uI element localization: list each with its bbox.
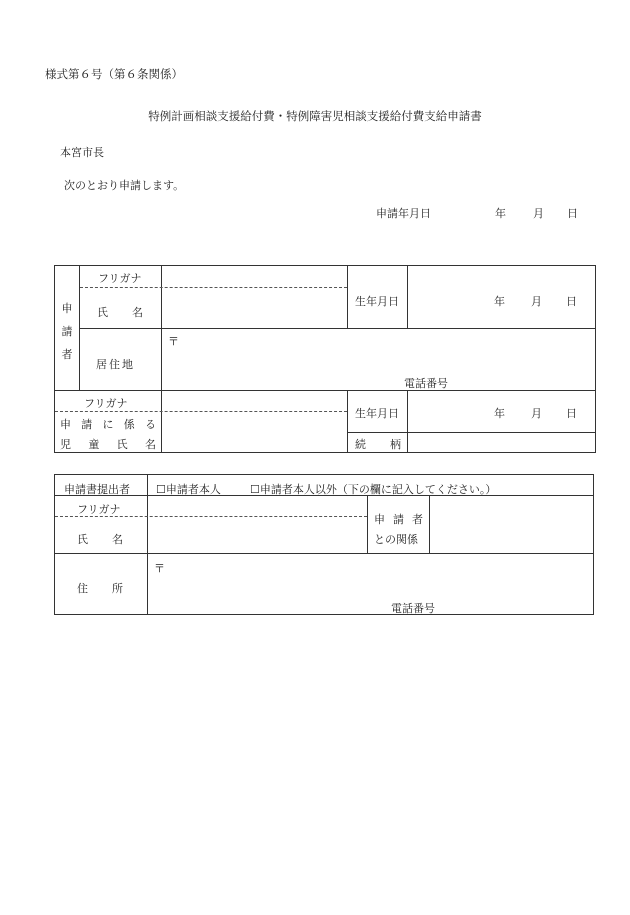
child-birth-row-bottom	[347, 432, 596, 433]
form-number: 様式第６号（第６条関係）	[45, 67, 183, 81]
submitter-name-char: 名	[112, 533, 123, 546]
applicant-name-char: 氏	[97, 306, 108, 319]
addressee: 本宮市長	[60, 146, 104, 159]
submitter-name-char: 氏	[77, 533, 88, 546]
submitter-option-self[interactable]: ☐申請者本人	[156, 483, 221, 496]
child-label-char: 児	[60, 438, 71, 451]
applicant-group-label	[60, 303, 74, 360]
applicant-furigana-dash	[80, 287, 347, 288]
child-relation-char: 柄	[390, 438, 401, 451]
submitter-relation-left	[367, 495, 368, 553]
applicant-name-row-bottom	[79, 328, 596, 329]
request-date-month: 月	[533, 207, 544, 220]
applicant-birth-date-label: 生年月日	[355, 295, 399, 308]
child-furigana-label: フリガナ	[84, 397, 128, 410]
child-mid-divider	[347, 390, 348, 453]
child-label-char: に	[102, 418, 114, 431]
submitter-phone-label: 電話番号	[391, 602, 435, 615]
child-birth-day: 日	[566, 407, 577, 420]
submitter-name-row-bottom	[54, 553, 594, 554]
submitter-relation-line2: との関係	[374, 533, 418, 546]
submitter-relation-line1	[374, 511, 423, 527]
submitter-relation-char: 者	[412, 513, 423, 526]
child-relation-label	[355, 436, 401, 452]
child-birth-month: 月	[531, 407, 542, 420]
table1-border-bottom	[54, 452, 596, 453]
submitter-furigana-label: フリガナ	[77, 503, 121, 516]
applicant-address-label: 居住地	[96, 358, 135, 371]
request-date-day: 日	[567, 207, 578, 220]
applicant-phone-label: 電話番号	[404, 377, 448, 390]
applicant-block-bottom	[54, 390, 596, 391]
submitter-postal-mark: 〒	[154, 562, 165, 575]
submitter-relation-char: 請	[393, 513, 404, 526]
applicant-group-char: 請	[61, 325, 73, 338]
submitter-relation-char: 申	[374, 513, 385, 526]
child-label-char: 係	[123, 418, 135, 431]
child-label-char: る	[145, 418, 156, 431]
applicant-group-char: 者	[61, 348, 73, 361]
applicant-furigana-label: フリガナ	[98, 272, 142, 285]
child-birth-date-label: 生年月日	[355, 407, 399, 420]
submitter-relation-right	[429, 495, 430, 553]
birth-label-left	[347, 265, 348, 328]
table1-border-left	[54, 265, 55, 453]
submitter-label: 申請書提出者	[64, 483, 130, 496]
child-label-char: 請	[81, 418, 93, 431]
child-birth-year: 年	[494, 407, 505, 420]
table1-border-right	[595, 265, 596, 453]
table2-border-top	[54, 474, 594, 475]
table1-border-top	[54, 265, 596, 266]
request-date-year: 年	[495, 207, 506, 220]
applicant-postal-mark: 〒	[168, 335, 179, 348]
document-title: 特例計画相談支援給付費・特例障害児相談支援給付費支給申請書	[148, 109, 482, 123]
child-label-char: 名	[144, 438, 156, 451]
submitter-address-char: 所	[112, 582, 123, 595]
applicant-birth-month: 月	[531, 295, 542, 308]
applicant-name-label	[97, 304, 143, 320]
submitter-address-label	[77, 580, 123, 596]
child-label-char: 申	[60, 418, 71, 431]
birth-label-right	[407, 265, 408, 328]
intro-text: 次のとおり申請します。	[64, 179, 185, 192]
child-label-char: 童	[88, 438, 100, 451]
applicant-group-char: 申	[61, 302, 73, 315]
submitter-address-char: 住	[77, 582, 88, 595]
label-col-divider	[161, 265, 162, 453]
request-date-label: 申請年月日	[376, 207, 431, 220]
child-label-char: 氏	[116, 438, 128, 451]
submitter-name-label	[77, 531, 123, 547]
applicant-birth-year: 年	[494, 295, 505, 308]
submitter-option-other[interactable]: ☐申請者本人以外（下の欄に記入してください。）	[250, 483, 497, 496]
child-furigana-dash	[55, 411, 347, 412]
applicant-birth-day: 日	[566, 295, 577, 308]
table2-border-bottom	[54, 614, 594, 615]
child-relation-char: 続	[355, 438, 366, 451]
child-value-divider	[407, 390, 408, 453]
applicant-name-char: 名	[132, 306, 143, 319]
child-label-line1	[60, 416, 156, 432]
child-label-line2	[60, 436, 156, 452]
